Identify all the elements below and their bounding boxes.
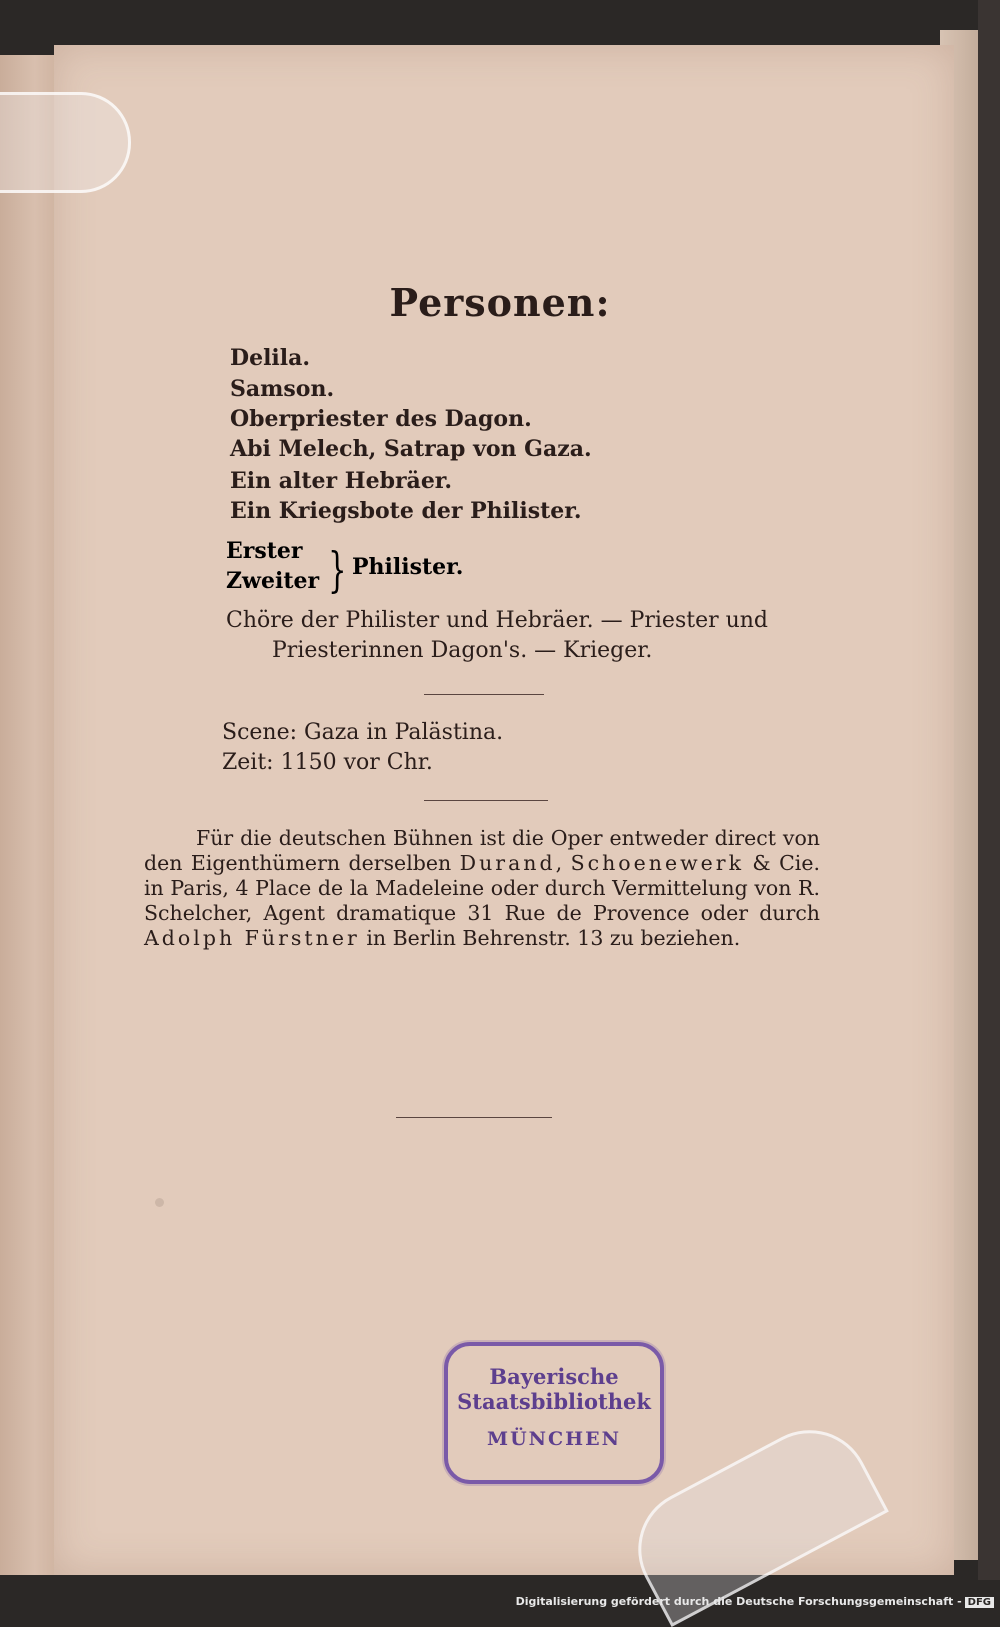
bracket-second: Zweiter (226, 568, 320, 594)
note-text: Für die deutschen Bühnen ist die Oper entweder direct von den Eigenthümern derselben (144, 826, 820, 875)
brace-icon: } (328, 542, 347, 598)
cast-item: Samson. (230, 376, 335, 402)
cast-item: Abi Melech, Satrap von Gaza. (230, 436, 592, 462)
publisher-name: Adolph Fürstner (144, 926, 360, 950)
chorus-line-2: Priesterinnen Dagon's. — Krieger. (272, 638, 653, 663)
note-text: , (555, 851, 571, 875)
page-clip-top-icon (0, 92, 131, 193)
footer-text: Digitalisierung gefördert durch die Deutsche Forschungsgemeinschaft - (515, 1595, 962, 1608)
book-binding (978, 0, 1000, 1580)
note-text: in Berlin Behrenstr. 13 zu beziehen. (359, 926, 741, 950)
bracket-first: Erster (226, 538, 303, 564)
divider (424, 694, 544, 695)
cast-item: Ein alter Hebräer. (230, 468, 453, 494)
paper-spot (155, 1198, 164, 1207)
cast-item: Delila. (230, 345, 311, 371)
bracket-group (226, 538, 526, 602)
stamp-line-2: Staatsbibliothek (457, 1389, 651, 1414)
cast-item: Oberpriester des Dagon. (230, 406, 532, 432)
chorus-line-1: Chöre der Philister und Hebräer. — Priester und (226, 608, 769, 633)
note-text: & Cie. in Paris, 4 Place de la Madeleine oder durch Vermittelung von R. Schelcher, Agent dramatique 31 Rue de Provence oder durch (144, 851, 820, 925)
bracket-label: Philister. (352, 554, 464, 580)
publisher-note (144, 826, 820, 951)
time-line: Zeit: 1150 vor Chr. (222, 750, 433, 775)
stamp-line-3: MÜNCHEN (487, 1428, 621, 1450)
divider (396, 1117, 552, 1118)
page-title: Personen: (389, 280, 611, 325)
divider (424, 800, 548, 801)
publisher-name: Durand (459, 851, 556, 875)
publisher-name: Schoenewerk (570, 851, 745, 875)
scene-line: Scene: Gaza in Palästina. (222, 720, 504, 745)
digitization-footer (516, 1595, 994, 1608)
stamp-line-1: Bayerische (489, 1364, 619, 1389)
library-stamp (444, 1342, 664, 1484)
dfg-logo-icon: DFG (965, 1597, 994, 1608)
cast-item: Ein Kriegsbote der Philister. (230, 498, 582, 524)
